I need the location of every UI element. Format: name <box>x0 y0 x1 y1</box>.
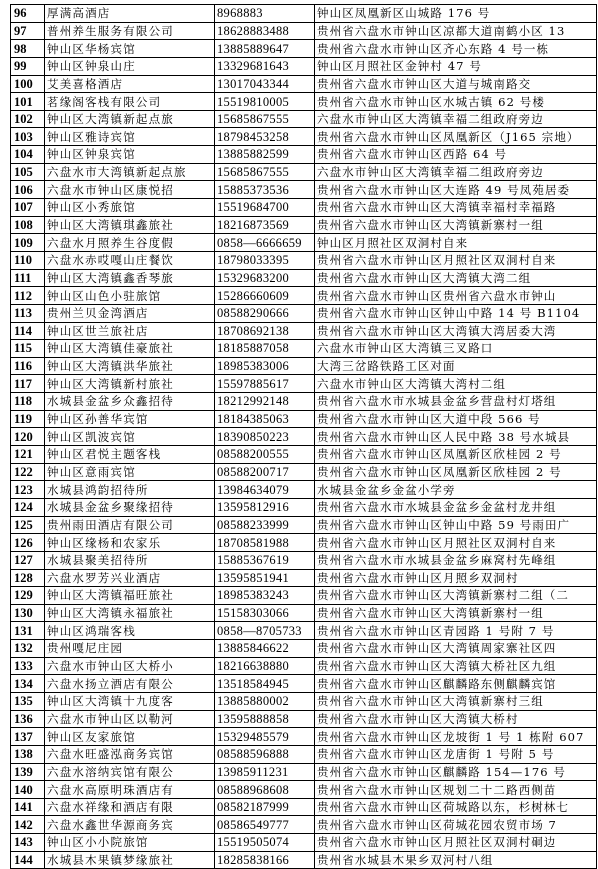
table-row <box>11 40 597 58</box>
business-name: 钟山区山色小驻旅馆 <box>45 287 215 305</box>
business-name: 钟山区华杨宾馆 <box>45 40 215 58</box>
business-name: 贵州雨田酒店有限公司 <box>45 516 215 534</box>
address: 贵州省六盘水市钟山区龙唐街 1 号附 5 号 <box>315 745 597 763</box>
business-name: 钟山区大湾镇新村旅社 <box>45 375 215 393</box>
table-row <box>11 675 597 693</box>
address: 贵州省六盘水市钟山区凤凰新区欣桂园 2 号 <box>315 463 597 481</box>
row-number: 113 <box>11 304 45 322</box>
row-number: 122 <box>11 463 45 481</box>
address: 贵州省六盘水市钟山区月照乡双洞村 <box>315 569 597 587</box>
address: 贵州省水城县木果乡双河村八组 <box>315 851 597 869</box>
business-name: 钟山区大湾镇洪华旅社 <box>45 357 215 375</box>
phone-number: 15519505074 <box>215 834 315 852</box>
phone-number: 18798033395 <box>215 251 315 269</box>
row-number: 120 <box>11 428 45 446</box>
row-number: 144 <box>11 851 45 869</box>
address: 贵州省六盘水市钟山区麒麟路 154—176 号 <box>315 763 597 781</box>
address: 贵州省六盘水市钟山区钟山中路 14 号 B1104 <box>315 304 597 322</box>
phone-number: 08588233999 <box>215 516 315 534</box>
phone-number: 15329683200 <box>215 269 315 287</box>
row-number: 104 <box>11 146 45 164</box>
address: 大湾三岔路铁路工区对面 <box>315 357 597 375</box>
business-name: 六盘水祥缘和酒店有限 <box>45 798 215 816</box>
table-row <box>11 410 597 428</box>
address: 贵州省六盘水市钟山区大湾镇新寨村一组 <box>315 216 597 234</box>
address: 贵州省六盘水市钟山区贵州省六盘水市钟山 <box>315 287 597 305</box>
phone-number: 15885367619 <box>215 551 315 569</box>
row-number: 139 <box>11 763 45 781</box>
phone-number: 18216638880 <box>215 657 315 675</box>
table-row <box>11 287 597 305</box>
business-name: 水城县金盆乡聚缘招待 <box>45 498 215 516</box>
address: 贵州省六盘水市钟山区钟山中路 59 号雨田广 <box>315 516 597 534</box>
address: 贵州省六盘水市钟山区大湾镇大桥社区九组 <box>315 657 597 675</box>
phone-number: 15519684700 <box>215 199 315 217</box>
row-number: 128 <box>11 569 45 587</box>
address: 贵州省六盘水市钟山区荷城路以东，杉树林七 <box>315 798 597 816</box>
phone-number: 18798453258 <box>215 128 315 146</box>
row-number: 112 <box>11 287 45 305</box>
phone-number: 13329681643 <box>215 57 315 75</box>
table-row <box>11 534 597 552</box>
row-number: 125 <box>11 516 45 534</box>
row-number: 115 <box>11 340 45 358</box>
business-name: 钟山区大湾镇鑫香琴旅 <box>45 269 215 287</box>
business-name: 钟山区大湾镇琪鑫旅社 <box>45 216 215 234</box>
table-row <box>11 763 597 781</box>
phone-number: 15885373536 <box>215 181 315 199</box>
table-row <box>11 622 597 640</box>
business-name: 钟山区大湾镇福旺旅社 <box>45 587 215 605</box>
table-row <box>11 481 597 499</box>
address: 贵州省六盘水市钟山区凤凰新区（J165 宗地） <box>315 128 597 146</box>
row-number: 138 <box>11 745 45 763</box>
phone-number: 15329485579 <box>215 728 315 746</box>
row-number: 142 <box>11 816 45 834</box>
address: 贵州省六盘水市钟山区荷城花园农贸市场 7 <box>315 816 597 834</box>
address: 六盘水市钟山区大湾镇三叉路口 <box>315 340 597 358</box>
phone-number: 18216873569 <box>215 216 315 234</box>
table-row <box>11 110 597 128</box>
row-number: 134 <box>11 675 45 693</box>
phone-number: 13885846622 <box>215 640 315 658</box>
business-name: 六盘水市钟山区以勒河 <box>45 710 215 728</box>
table-row <box>11 657 597 675</box>
table-row <box>11 340 597 358</box>
table-row <box>11 357 597 375</box>
table-row <box>11 428 597 446</box>
business-name: 钟山区世兰旅社店 <box>45 322 215 340</box>
row-number: 96 <box>11 5 45 23</box>
row-number: 119 <box>11 410 45 428</box>
row-number: 116 <box>11 357 45 375</box>
table-row <box>11 569 597 587</box>
address: 贵州省六盘水市钟山区月照社区双洞村自来 <box>315 251 597 269</box>
business-name: 艾美喜格酒店 <box>45 75 215 93</box>
business-name: 钟山区大湾镇永福旅社 <box>45 604 215 622</box>
table-row <box>11 393 597 411</box>
phone-number: 13595888858 <box>215 710 315 728</box>
business-name: 贵州兰贝金湾酒店 <box>45 304 215 322</box>
address: 贵州省六盘水市钟山区凤凰新区欣桂园 2 号 <box>315 446 597 464</box>
address: 贵州省六盘水市钟山区齐心东路 4 号一栋 <box>315 40 597 58</box>
phone-number: 18985383006 <box>215 357 315 375</box>
table-row <box>11 93 597 111</box>
business-name: 六盘水高原明珠酒店有 <box>45 781 215 799</box>
business-name: 钟山区大湾镇十九度客 <box>45 692 215 710</box>
phone-number: 13885882599 <box>215 146 315 164</box>
table-row <box>11 798 597 816</box>
address: 六盘水市钟山区大湾镇幸福二组政府旁边 <box>315 110 597 128</box>
row-number: 130 <box>11 604 45 622</box>
table-row <box>11 692 597 710</box>
lodging-table <box>10 4 597 869</box>
phone-number: 18212992148 <box>215 393 315 411</box>
row-number: 110 <box>11 251 45 269</box>
table-row <box>11 251 597 269</box>
phone-number: 13885889647 <box>215 40 315 58</box>
phone-number: 13017043344 <box>215 75 315 93</box>
table-row <box>11 216 597 234</box>
table-row <box>11 851 597 869</box>
address: 钟山区凤凰新区山城路 176 号 <box>315 5 597 23</box>
table-row <box>11 269 597 287</box>
row-number: 126 <box>11 534 45 552</box>
business-name: 茗缘阁客栈有限公司 <box>45 93 215 111</box>
phone-number: 15685867555 <box>215 163 315 181</box>
phone-number: 13985911231 <box>215 763 315 781</box>
phone-number: 18390850223 <box>215 428 315 446</box>
phone-number: 08588200717 <box>215 463 315 481</box>
table-row <box>11 463 597 481</box>
row-number: 121 <box>11 446 45 464</box>
row-number: 124 <box>11 498 45 516</box>
row-number: 107 <box>11 199 45 217</box>
phone-number: 0858—8705733 <box>215 622 315 640</box>
table-row <box>11 816 597 834</box>
row-number: 109 <box>11 234 45 252</box>
lodging-table-sheet <box>10 4 596 869</box>
business-name: 水城县聚美招待所 <box>45 551 215 569</box>
table-row <box>11 57 597 75</box>
phone-number: 13595851941 <box>215 569 315 587</box>
address: 贵州省六盘水市钟山区麒麟路东侧麒麟宾馆 <box>315 675 597 693</box>
address: 贵州省六盘水市钟山区西路 64 号 <box>315 146 597 164</box>
business-name: 钟山区君悦主题客栈 <box>45 446 215 464</box>
row-number: 102 <box>11 110 45 128</box>
table-row <box>11 728 597 746</box>
table-row <box>11 604 597 622</box>
table-row <box>11 446 597 464</box>
phone-number: 8968883 <box>215 5 315 23</box>
business-name: 厚满高酒店 <box>45 5 215 23</box>
address: 水城县金盆乡金盆小学旁 <box>315 481 597 499</box>
table-row <box>11 163 597 181</box>
address: 贵州省六盘水市钟山区规划二十二路西侧苗 <box>315 781 597 799</box>
phone-number: 08582187999 <box>215 798 315 816</box>
phone-number: 18708581988 <box>215 534 315 552</box>
business-name: 钟山区缘杨和农家乐 <box>45 534 215 552</box>
row-number: 100 <box>11 75 45 93</box>
phone-number: 13518584945 <box>215 675 315 693</box>
table-row <box>11 710 597 728</box>
business-name: 六盘水市大湾镇新起点旅 <box>45 163 215 181</box>
table-row <box>11 781 597 799</box>
business-name: 水城县金盆乡众鑫招待 <box>45 393 215 411</box>
business-name: 钟山区孙善华宾馆 <box>45 410 215 428</box>
business-name: 六盘水市钟山区康悦招 <box>45 181 215 199</box>
table-row <box>11 234 597 252</box>
phone-number: 15286660609 <box>215 287 315 305</box>
row-number: 141 <box>11 798 45 816</box>
phone-number: 15597885617 <box>215 375 315 393</box>
table-row <box>11 587 597 605</box>
row-number: 137 <box>11 728 45 746</box>
address: 贵州省六盘水市钟山区大湾镇大桥村 <box>315 710 597 728</box>
row-number: 108 <box>11 216 45 234</box>
row-number: 131 <box>11 622 45 640</box>
row-number: 111 <box>11 269 45 287</box>
phone-number: 18708692138 <box>215 322 315 340</box>
phone-number: 15685867555 <box>215 110 315 128</box>
table-body <box>11 5 597 869</box>
business-name: 钟山区小小院旅馆 <box>45 834 215 852</box>
address: 贵州省六盘水市钟山区龙坡街 1 号 1 栋附 607 <box>315 728 597 746</box>
row-number: 118 <box>11 393 45 411</box>
row-number: 133 <box>11 657 45 675</box>
table-row <box>11 745 597 763</box>
row-number: 117 <box>11 375 45 393</box>
business-name: 钟山区雅诗宾馆 <box>45 128 215 146</box>
address: 贵州省六盘水市水城县金盆乡金盆村龙井组 <box>315 498 597 516</box>
address: 贵州省六盘水市水城县金盆乡营盘村灯塔组 <box>315 393 597 411</box>
row-number: 99 <box>11 57 45 75</box>
phone-number: 08588290666 <box>215 304 315 322</box>
business-name: 钟山区友家旅馆 <box>45 728 215 746</box>
address: 贵州省六盘水市钟山区凉都大道南鹤小区 13 <box>315 22 597 40</box>
table-row <box>11 22 597 40</box>
phone-number: 18985383243 <box>215 587 315 605</box>
address: 贵州省六盘水市钟山区水城古镇 62 号楼 <box>315 93 597 111</box>
table-row <box>11 75 597 93</box>
business-name: 钟山区鸿瑞客栈 <box>45 622 215 640</box>
phone-number: 08588596888 <box>215 745 315 763</box>
address: 贵州省六盘水市钟山区大湾镇大湾二组 <box>315 269 597 287</box>
business-name: 钟山区小秀旅馆 <box>45 199 215 217</box>
business-name: 六盘水赤哎嘎山庄餐饮 <box>45 251 215 269</box>
table-row <box>11 146 597 164</box>
table-row <box>11 516 597 534</box>
business-name: 贵州嘎尼庄园 <box>45 640 215 658</box>
row-number: 101 <box>11 93 45 111</box>
table-row <box>11 304 597 322</box>
address: 贵州省六盘水市钟山区大湾镇新寨村一组 <box>315 604 597 622</box>
address: 六盘水市钟山区大湾镇大湾村二组 <box>315 375 597 393</box>
table-row <box>11 375 597 393</box>
row-number: 140 <box>11 781 45 799</box>
phone-number: 18184385063 <box>215 410 315 428</box>
address: 钟山区月照社区金钟村 47 号 <box>315 57 597 75</box>
business-name: 钟山区钟泉宾馆 <box>45 146 215 164</box>
address: 贵州省六盘水市钟山区青园路 1 号附 7 号 <box>315 622 597 640</box>
row-number: 129 <box>11 587 45 605</box>
phone-number: 18285838166 <box>215 851 315 869</box>
table-row <box>11 181 597 199</box>
business-name: 钟山区大湾镇佳豪旅社 <box>45 340 215 358</box>
row-number: 143 <box>11 834 45 852</box>
address: 贵州省六盘水市钟山区大道与城南路交 <box>315 75 597 93</box>
business-name: 六盘水扬立酒店有限公 <box>45 675 215 693</box>
address: 钟山区月照社区双洞村自来 <box>315 234 597 252</box>
row-number: 103 <box>11 128 45 146</box>
row-number: 114 <box>11 322 45 340</box>
business-name: 六盘水鑫世华源商务宾 <box>45 816 215 834</box>
table-row <box>11 498 597 516</box>
business-name: 水城县木果镇梦缘旅社 <box>45 851 215 869</box>
address: 贵州省六盘水市钟山区人民中路 38 号水城县 <box>315 428 597 446</box>
row-number: 127 <box>11 551 45 569</box>
phone-number: 08588968608 <box>215 781 315 799</box>
phone-number: 08586549777 <box>215 816 315 834</box>
address: 贵州省六盘水市钟山区大湾镇大湾居委大湾 <box>315 322 597 340</box>
address: 贵州省六盘水市水城县金盆乡麻窝村先峰组 <box>315 551 597 569</box>
table-row <box>11 199 597 217</box>
table-row <box>11 322 597 340</box>
phone-number: 13885880002 <box>215 692 315 710</box>
address: 贵州省六盘水市钟山区大湾镇新寨村三组 <box>315 692 597 710</box>
row-number: 135 <box>11 692 45 710</box>
phone-number: 18185887058 <box>215 340 315 358</box>
address: 贵州省六盘水市钟山区大连路 49 号凤苑居委 <box>315 181 597 199</box>
business-name: 钟山区大湾镇新起点旅 <box>45 110 215 128</box>
address: 贵州省六盘水市钟山区大湾镇新寨村二组（二 <box>315 587 597 605</box>
row-number: 106 <box>11 181 45 199</box>
business-name: 钟山区凯波宾馆 <box>45 428 215 446</box>
phone-number: 15519810005 <box>215 93 315 111</box>
address: 六盘水市钟山区大湾镇幸福二组政府旁边 <box>315 163 597 181</box>
row-number: 98 <box>11 40 45 58</box>
row-number: 132 <box>11 640 45 658</box>
table-row <box>11 128 597 146</box>
phone-number: 0858—6666659 <box>215 234 315 252</box>
phone-number: 13984634079 <box>215 481 315 499</box>
address: 贵州省六盘水市钟山区月照社区双洞村自来 <box>315 534 597 552</box>
address: 贵州省六盘水市钟山区月照社区双洞村硐边 <box>315 834 597 852</box>
phone-number: 13595812916 <box>215 498 315 516</box>
row-number: 105 <box>11 163 45 181</box>
business-name: 普州养生服务有限公司 <box>45 22 215 40</box>
business-name: 六盘水月照养生谷度假 <box>45 234 215 252</box>
table-row <box>11 5 597 23</box>
table-row <box>11 640 597 658</box>
phone-number: 08588200555 <box>215 446 315 464</box>
phone-number: 15158303066 <box>215 604 315 622</box>
row-number: 97 <box>11 22 45 40</box>
business-name: 钟山区意雨宾馆 <box>45 463 215 481</box>
address: 贵州省六盘水市钟山区大湾镇幸福村幸福路 <box>315 199 597 217</box>
business-name: 六盘水旺盛泓商务宾馆 <box>45 745 215 763</box>
table-row <box>11 834 597 852</box>
row-number: 136 <box>11 710 45 728</box>
address: 贵州省六盘水市钟山区大道中段 566 号 <box>315 410 597 428</box>
business-name: 六盘水市钟山区大桥小 <box>45 657 215 675</box>
business-name: 六盘水罗芳兴业酒店 <box>45 569 215 587</box>
business-name: 钟山区钟泉山庄 <box>45 57 215 75</box>
business-name: 六盘水溶纳宾馆有限公 <box>45 763 215 781</box>
address: 贵州省六盘水市钟山区大湾镇周家寨社区四 <box>315 640 597 658</box>
business-name: 水城县鸿韵招待所 <box>45 481 215 499</box>
table-row <box>11 551 597 569</box>
phone-number: 18628883488 <box>215 22 315 40</box>
row-number: 123 <box>11 481 45 499</box>
